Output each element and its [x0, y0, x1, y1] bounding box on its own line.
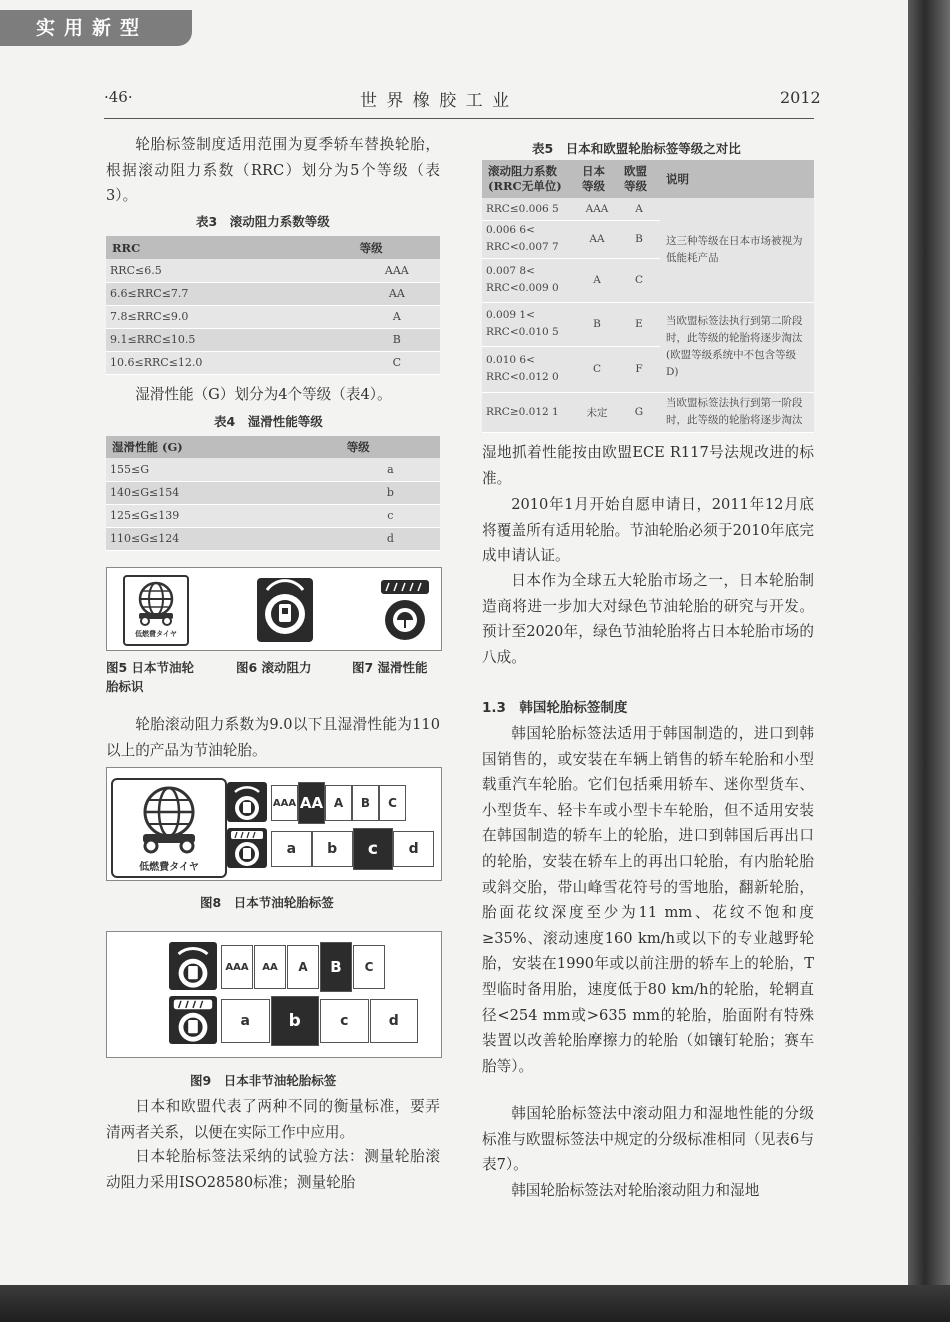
table3-caption: 表3 滚动阻力系数等级	[196, 214, 330, 229]
left-paragraph-5: 日本轮胎标签法采纳的试验方法：测量轮胎滚动阻力采用ISO28580标准；测量轮胎	[106, 1148, 440, 1191]
table4-cell: 140≤G≤154	[106, 481, 341, 504]
table5-caption: 表5 日本和欧盟轮胎标签等级之对比	[532, 141, 741, 156]
table5-note: 这三种等级在日本市场被视为低能耗产品	[660, 198, 814, 302]
table4-cell: 125≤G≤139	[106, 504, 341, 527]
table5-cell: 0.007 8< RRC<0.009 0	[482, 258, 576, 302]
header-rule	[104, 118, 814, 119]
section-heading-1-3: 1.3 韩国轮胎标签制度	[482, 700, 628, 716]
section-tab: 实用新型	[0, 10, 192, 46]
left-paragraph-1: 轮胎标签制度适用范围为夏季轿车替换轮胎，根据滚动阻力系数（RRC）划分为5个等级（表3）。	[106, 136, 440, 205]
left-paragraph-4: 日本和欧盟代表了两种不同的衡量标准，要弄清两者关系，以便在实际工作中应用。	[106, 1098, 440, 1141]
table3-cell: AA	[354, 282, 440, 305]
table3-cell: 10.6≤RRC≤12.0	[106, 351, 354, 374]
table5-cell: E	[618, 302, 660, 346]
fig9-wet-grade: d	[370, 999, 419, 1043]
table5-cell: F	[618, 346, 660, 392]
table5-note: 当欧盟标签法执行到第一阶段时，此等级的轮胎将逐步淘汰	[660, 392, 814, 432]
rolling-resistance-icon	[169, 942, 217, 990]
fig5-caption: 图5 日本节油轮胎标识	[106, 660, 195, 694]
fig9-rr-grade: A	[287, 945, 319, 989]
table5-cell: C	[576, 346, 618, 392]
table3-cell: C	[354, 351, 440, 374]
fig8-rr-grade: A	[325, 785, 352, 821]
table4-cell: a	[341, 458, 440, 481]
table3-cell: RRC≤6.5	[106, 259, 354, 282]
table5-cell: G	[618, 392, 660, 432]
japan-fuel-saving-logo	[123, 575, 189, 646]
table5	[482, 160, 814, 433]
fig9-wet-grade: c	[320, 999, 369, 1043]
scan-bottom-edge	[0, 1285, 950, 1322]
globe-car-icon	[125, 577, 187, 627]
fig9-rr-grade: AAA	[221, 945, 253, 989]
table5-cell: 未定	[576, 392, 618, 432]
table4-header-grade: 等级	[341, 436, 440, 458]
right-paragraph-5: 韩国轮胎标签法中滚动阻力和湿地性能的分级标准与欧盟标签法中规定的分级标准相同（见表6与表7）。	[482, 1105, 814, 1174]
table4-cell: 110≤G≤124	[106, 527, 341, 550]
left-paragraph-3: 轮胎滚动阻力系数为9.0以下且湿滑性能为110以上的产品为节油轮胎。	[106, 716, 440, 759]
fig6-caption: 图6 滚动阻力	[236, 660, 312, 675]
table5-cell: 0.010 6< RRC<0.012 0	[482, 346, 576, 392]
fig8-wet-grade: d	[393, 831, 434, 867]
table4-cell: d	[341, 527, 440, 550]
fig8-rr-grade: AAA	[271, 785, 298, 821]
table5-header-rrc: 滚动阻力系数 (RRC无单位)	[482, 160, 576, 198]
table4-cell: b	[341, 481, 440, 504]
wet-grip-icon	[377, 578, 433, 642]
table4-cell: c	[341, 504, 440, 527]
table5-cell: RRC≤0.006 5	[482, 198, 576, 220]
fig8-wet-grade: b	[312, 831, 353, 867]
table3-cell: 9.1≤RRC≤10.5	[106, 328, 354, 351]
right-paragraph-2: 2010年1月开始自愿申请日，2011年12月底将覆盖所有适用轮胎。节油轮胎必须于2010年底完成申请认证。	[482, 496, 814, 565]
fig8-wet-grade: a	[271, 831, 312, 867]
table5-header-japan: 日本 等级	[576, 160, 618, 198]
fig9-caption: 图9 日本非节油轮胎标签	[190, 1073, 337, 1088]
fig8-caption: 图8 日本节油轮胎标签	[200, 895, 334, 910]
table5-header-note: 说明	[660, 160, 814, 198]
logo-label: 低燃費タイヤ	[135, 630, 177, 638]
table3-header-rrc: RRC	[106, 236, 354, 259]
scan-right-edge	[908, 0, 950, 1322]
fig9-wet-grade: a	[221, 999, 270, 1043]
logo-label: 低燃費タイヤ	[139, 862, 199, 873]
right-paragraph-3: 日本作为全球五大轮胎市场之一，日本轮胎制造商将进一步加大对绿色节油轮胎的研究与开发。预计至2020年，绿色节油轮胎将占日本轮胎市场的八成。	[482, 572, 814, 666]
table5-cell: RRC≥0.012 1	[482, 392, 576, 432]
fig9-wet-grade: b	[271, 996, 320, 1046]
rolling-resistance-icon	[227, 782, 267, 822]
fig9-rr-grade: AA	[254, 945, 286, 989]
table5-cell: 0.006 6< RRC<0.007 7	[482, 220, 576, 258]
right-paragraph-1: 湿地抓着性能按由欧盟ECE R117号法规改进的标准。	[482, 444, 814, 487]
table5-cell: B	[618, 220, 660, 258]
fig8-rr-grade: B	[352, 785, 379, 821]
fig9-label-box	[106, 931, 442, 1058]
table5-header-eu: 欧盟 等级	[618, 160, 660, 198]
table5-cell: A	[618, 198, 660, 220]
table4	[106, 436, 440, 551]
wet-grip-icon	[169, 996, 217, 1044]
table4-cell: 155≤G	[106, 458, 341, 481]
fig8-logo	[111, 778, 227, 878]
journal-title: 世 界 橡 胶 工 业	[360, 91, 512, 111]
fig8-label-box	[106, 767, 442, 881]
table3-cell: A	[354, 305, 440, 328]
table5-cell: AA	[576, 220, 618, 258]
right-paragraph-6: 韩国轮胎标签法对轮胎滚动阻力和湿地	[511, 1182, 760, 1199]
table5-cell: C	[618, 258, 660, 302]
fig8-rr-grade: C	[379, 785, 406, 821]
right-paragraph-4: 韩国轮胎标签法适用于韩国制造的，进口到韩国销售的，或安装在车辆上销售的轿车轮胎和小型载重汽车轮胎。它们包括乘用轿车、迷你型货车、小型货车、轻卡车或小型卡车轮胎，但不适用安装在韩国制造的轿车上的轮胎，进口到韩国后再出口的轮胎，安装在轿车上的再出口轮胎，有内胎轮胎或斜交胎，带山峰雪花符号的雪地胎，翻新轮胎，胎面花纹深度至少为11 mm、花纹不饱和度≥35%、滚动速度160 km/h或以下的专业越野轮胎，安装在1990年或以前注册的轿车上的轮胎，T型临时备用胎，速度低于80 km/h的轮胎，轮辋直径<254 mm或>635 mm的轮胎，胎面附有特殊装置以改善轮胎摩擦力的轮胎（如镶钉轮胎；赛车胎等）。	[482, 725, 814, 1075]
left-paragraph-2: 湿滑性能（G）划分为4个等级（表4）。	[135, 386, 392, 403]
table3-header-grade: 等级	[354, 236, 440, 259]
fig7-caption: 图7 湿滑性能	[352, 660, 428, 675]
table3	[106, 236, 440, 375]
table3-cell: B	[354, 328, 440, 351]
fig8-wet-grade: c	[353, 828, 394, 870]
table3-cell: 7.8≤RRC≤9.0	[106, 305, 354, 328]
fig9-rr-grade: C	[353, 945, 385, 989]
fig9-rr-grade: B	[320, 942, 352, 992]
table4-header-wet: 湿滑性能 (G)	[106, 436, 341, 458]
table5-cell: AAA	[576, 198, 618, 220]
globe-car-icon	[113, 780, 225, 856]
figures-5-7-box	[106, 567, 442, 651]
table5-cell: A	[576, 258, 618, 302]
table3-cell: 6.6≤RRC≤7.7	[106, 282, 354, 305]
table5-cell: B	[576, 302, 618, 346]
fig8-rr-grade: AA	[298, 782, 325, 824]
wet-grip-icon	[227, 828, 267, 868]
table5-cell: 0.009 1< RRC<0.010 5	[482, 302, 576, 346]
page-number: ·46·	[104, 88, 133, 106]
table5-note: 当欧盟标签法执行到第二阶段时，此等级的轮胎将逐步淘汰(欧盟等级系统中不包含等级D)	[660, 302, 814, 392]
table3-cell: AAA	[354, 259, 440, 282]
rolling-resistance-icon	[257, 578, 313, 642]
table4-caption: 表4 湿滑性能等级	[214, 414, 323, 429]
journal-year: 2012	[780, 88, 821, 107]
